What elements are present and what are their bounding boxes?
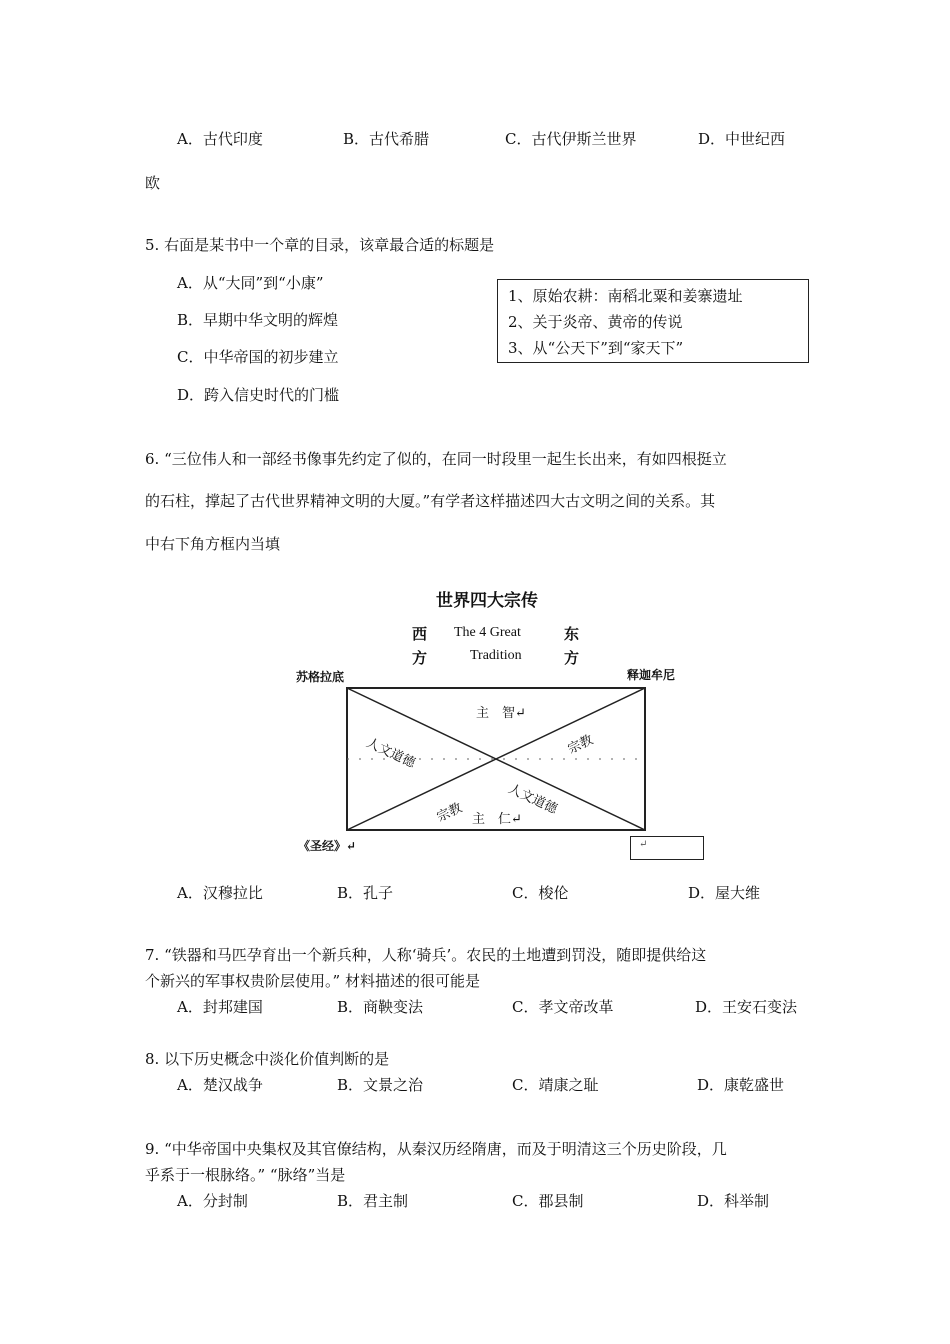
q4-option-d-wrap: 欧 [145, 174, 161, 192]
q6-stem-line-2: 的石柱，撑起了古代世界精神文明的大厦。”有学者这样描述四大古文明之间的关系。其 [145, 492, 716, 510]
q4-option-c: C．古代伊斯兰世界 [505, 130, 637, 148]
figure-english-2: Tradition [470, 648, 522, 663]
q6-stem-line-1: 6. “三位伟人和一部经书像事先约定了似的，在同一时段里一起生长出来，有如四根挺立 [145, 450, 727, 468]
q6-option-d: D．屋大维 [688, 884, 761, 902]
q5-option-a: A．从“大同”到“小康” [177, 274, 324, 292]
q7-stem-line-1: 7. “铁器和马匹孕育出一个新兵种，人称‘骑兵’。农民的土地遭到罚没，随即提供给这 [145, 946, 707, 964]
q8-option-a: A．楚汉战争 [177, 1076, 263, 1094]
q5-toc-item: 2、关于炎帝、黄帝的传说 [508, 313, 683, 331]
return-mark: ↵ [639, 839, 648, 850]
figure-english-1: The 4 Great [454, 625, 521, 640]
label-wisdom: 主 智↵ [476, 706, 526, 721]
q6-option-b: B．孔子 [337, 884, 394, 902]
q5-stem: 5. 右面是某书中一个章的目录，该章最合适的标题是 [145, 236, 495, 254]
label-bible: 《圣经》↵ [298, 839, 357, 853]
q7-option-a: A．封邦建国 [177, 998, 263, 1016]
four-traditions-figure [290, 580, 710, 870]
figure-title: 世界四大宗传 [436, 591, 538, 611]
figure-east-1: 东 [564, 625, 580, 643]
q8-option-b: B．文景之治 [337, 1076, 424, 1094]
q5-toc-item: 1、原始农耕：南稻北粟和姜寨遗址 [508, 287, 743, 305]
q5-option-b: B．早期中华文明的辉煌 [177, 311, 339, 329]
answer-blank-box [630, 836, 704, 860]
label-religion-lower: 宗教 [434, 800, 465, 826]
label-benevolence: 主 仁↵ [472, 812, 522, 827]
figure-west-2: 方 [412, 649, 428, 667]
q8-option-c: C．靖康之耻 [512, 1076, 599, 1094]
q5-option-c: C．中华帝国的初步建立 [177, 348, 339, 366]
q7-option-c: C．孝文帝改革 [512, 998, 614, 1016]
label-humanism-lower: 人文道德 [505, 781, 560, 818]
q4-option-a: A．古代印度 [177, 130, 263, 148]
figure-west-1: 西 [412, 625, 428, 643]
q6-option-c: C．梭伦 [512, 884, 569, 902]
figure-east-2: 方 [564, 649, 580, 667]
q6-option-a: A．汉穆拉比 [177, 884, 263, 902]
q6-stem-line-3: 中右下角方框内当填 [145, 535, 281, 553]
q9-option-c: C．郡县制 [512, 1192, 584, 1210]
label-religion-upper: 宗教 [565, 732, 596, 758]
q7-option-b: B．商鞅变法 [337, 998, 424, 1016]
label-humanism-upper: 人文道德 [363, 735, 418, 772]
q9-option-b: B．君主制 [337, 1192, 409, 1210]
q9-option-d: D．科举制 [697, 1192, 770, 1210]
label-sakyamuni: 释迦牟尼 [627, 668, 676, 682]
q8-stem: 8. 以下历史概念中淡化价值判断的是 [145, 1050, 390, 1068]
q4-option-b: B．古代希腊 [343, 130, 430, 148]
q4-option-d: D．中世纪西 [698, 130, 786, 148]
q5-toc-box [497, 279, 809, 363]
q7-stem-line-2: 个新兴的军事权贵阶层使用。” 材料描述的很可能是 [145, 972, 480, 990]
q5-toc-item: 3、从“公天下”到“家天下” [508, 339, 684, 357]
q9-option-a: A．分封制 [177, 1192, 248, 1210]
q7-option-d: D．王安石变法 [695, 998, 798, 1016]
q9-stem-line-2: 乎系于一根脉络。” “脉络”当是 [145, 1166, 346, 1184]
q8-option-d: D．康乾盛世 [697, 1076, 785, 1094]
q9-stem-line-1: 9. “中华帝国中央集权及其官僚结构，从秦汉历经隋唐，而及于明清这三个历史阶段，几 [145, 1140, 727, 1158]
q5-option-d: D．跨入信史时代的门槛 [177, 386, 340, 404]
label-socrates: 苏格拉底 [296, 670, 345, 684]
